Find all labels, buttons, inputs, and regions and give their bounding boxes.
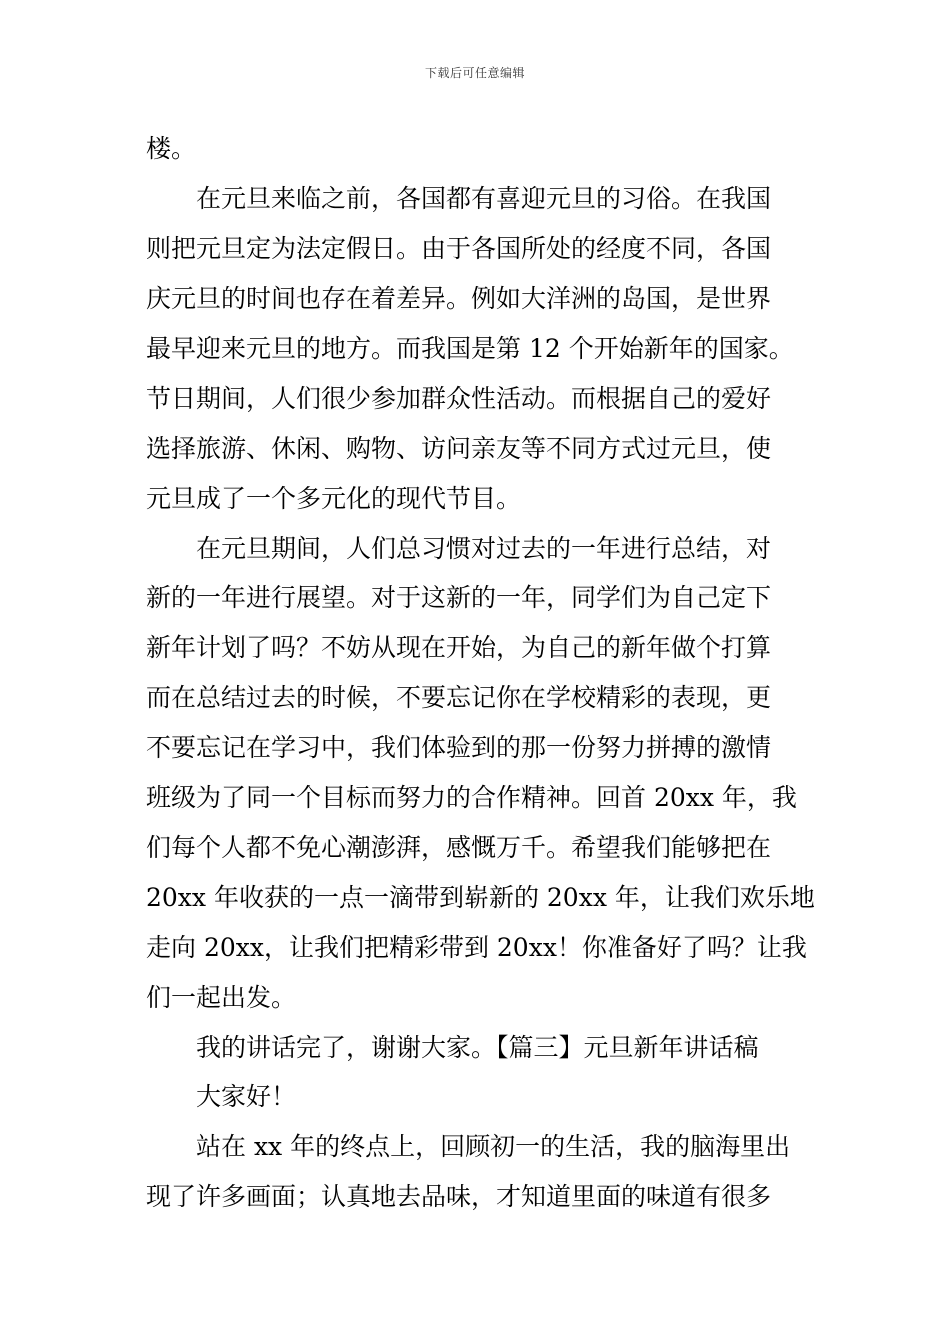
text-line: 新的一年进行展望。对于这新的一年，同学们为自己定下: [146, 583, 772, 612]
text-line: 新年计划了吗？不妨从现在开始，为自己的新年做个打算: [146, 633, 772, 662]
text-line: 楼。: [146, 134, 197, 163]
text-line: 则把元旦定为法定假日。由于各国所处的经度不同，各国: [146, 234, 772, 263]
text-line: 选择旅游、休闲、购物、访问亲友等不同方式过元旦，使: [146, 434, 772, 463]
text-line: 现了许多画面；认真地去品味，才知道里面的味道有很多: [146, 1182, 772, 1211]
text-line: 不要忘记在学习中，我们体验到的那一份努力拼搏的激情: [146, 733, 772, 762]
page-header: 下载后可任意编辑: [424, 66, 525, 80]
text-line: 节日期间，人们很少参加群众性活动。而根据自己的爱好: [146, 384, 772, 413]
text-line: 们一起出发。: [146, 983, 297, 1012]
text-line: 们每个人都不免心潮澎湃，感慨万千。希望我们能够把在: [146, 833, 772, 862]
text-line: 班级为了同一个目标而努力的合作精神。回首 20xx 年，我: [146, 783, 797, 812]
text-line: 走向 20xx，让我们把精彩带到 20xx！你准备好了吗？让我: [146, 933, 807, 962]
text-line: 20xx 年收获的一点一滴带到崭新的 20xx 年，让我们欢乐地: [146, 883, 815, 912]
text-line: 而在总结过去的时候，不要忘记你在学校精彩的表现，更: [146, 683, 772, 712]
text-line: 庆元旦的时间也存在着差异。例如大洋洲的岛国，是世界: [146, 284, 772, 313]
paragraph-start: 站在 xx 年的终点上，回顾初一的生活，我的脑海里出: [196, 1132, 791, 1161]
text-line: 最早迎来元旦的地方。而我国是第 12 个开始新年的国家。: [146, 334, 794, 363]
greeting-line: 大家好！: [196, 1082, 297, 1111]
text-line: 元旦成了一个多元化的现代节目。: [146, 484, 522, 513]
paragraph-start: 我的讲话完了，谢谢大家。【篇三】元旦新年讲话稿: [196, 1033, 759, 1062]
paragraph-start: 在元旦来临之前，各国都有喜迎元旦的习俗。在我国: [196, 184, 772, 213]
paragraph-start: 在元旦期间，人们总习惯对过去的一年进行总结，对: [196, 534, 772, 563]
